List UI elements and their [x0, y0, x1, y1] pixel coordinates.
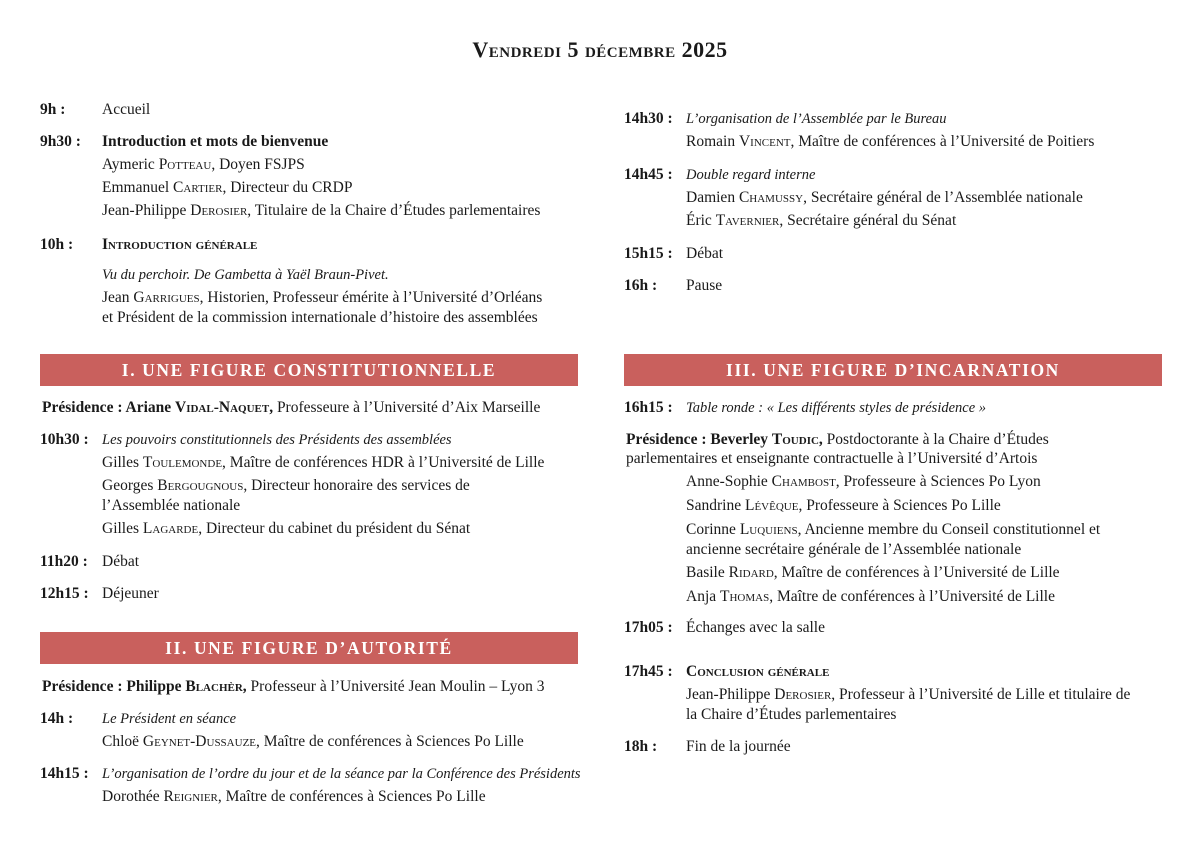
slot-time: 9h30 :: [40, 133, 81, 150]
speaker-line: ancienne secrétaire générale de l’Assemblée nationale: [686, 541, 1022, 558]
slot-14h15: [40, 764, 580, 807]
slot-time: 10h :: [40, 236, 74, 253]
speaker-line: Jean-Philippe Derosier, Professeur à l’Université de Lille et titulaire de: [686, 686, 1131, 703]
presidence-line: Présidence : Ariane Vidal-Naquet, Professeure à l’Université d’Aix Marseille: [42, 399, 541, 416]
speaker-line: Gilles Toulemonde, Maître de conférences HDR à l’Université de Lille: [102, 454, 545, 471]
slot-title: L’organisation de l’Assemblée par le Bureau: [686, 111, 947, 127]
slot-title: L’organisation de l’ordre du jour et de la séance par la Conférence des Présidents: [102, 766, 581, 782]
speaker-line: l’Assemblée nationale: [102, 497, 241, 514]
slot-time: 17h05 :: [624, 619, 673, 636]
slot-18h: [624, 737, 1164, 757]
slot-title: Double regard interne: [686, 167, 816, 183]
slot-12h15: [40, 584, 580, 604]
speaker-line: Corinne Luquiens, Ancienne membre du Conseil constitutionnel et: [686, 521, 1101, 538]
speaker-line: Gilles Lagarde, Directeur du cabinet du président du Sénat: [102, 520, 471, 537]
speaker-line: Sandrine Lévêque, Professeure à Sciences Po Lille: [686, 497, 1001, 514]
slot-title: Table ronde : « Les différents styles de présidence »: [686, 400, 987, 416]
slot-17h05: [624, 618, 1164, 638]
slot-16h15: [624, 398, 1164, 418]
slot-10h: [40, 235, 580, 328]
speaker-line: Éric Tavernier, Secrétaire général du Sénat: [686, 212, 957, 229]
slot-time: 11h20 :: [40, 553, 88, 570]
speaker-line: Emmanuel Cartier, Directeur du CRDP: [102, 179, 353, 196]
speaker-line: Damien Chamussy, Secrétaire général de l’Assemblée nationale: [686, 189, 1083, 206]
slot-9h: [40, 100, 580, 120]
speaker-role-continued: et Président de la commission internationale d’histoire des assemblées: [102, 309, 538, 326]
slot-15h15: [624, 244, 1164, 264]
slot-14h: [40, 709, 580, 752]
slot-text: Échanges avec la salle: [686, 619, 825, 636]
slot-time: 16h15 :: [624, 399, 673, 416]
slot-time: 9h :: [40, 101, 66, 118]
slot-title: Le Président en séance: [102, 711, 237, 727]
slot-time: 17h45 :: [624, 663, 673, 680]
speaker-line: Jean-Philippe Derosier, Titulaire de la Chaire d’Études parlementaires: [102, 202, 541, 219]
slot-time: 14h15 :: [40, 765, 89, 782]
page-title: Vendredi 5 décembre 2025: [472, 37, 728, 62]
slot-text: Fin de la journée: [686, 738, 791, 755]
slot-time: 14h45 :: [624, 166, 673, 183]
slot-title: Les pouvoirs constitutionnels des Présidents des assemblées: [102, 432, 452, 448]
speaker-line: Jean Garrigues, Historien, Professeur émérite à l’Université d’Orléans: [102, 289, 543, 306]
slot-14h30: [624, 109, 1164, 152]
slot-heading: Conclusion générale: [686, 663, 830, 680]
slot-text: Accueil: [102, 101, 151, 118]
speaker-line: Georges Bergougnous, Directeur honoraire des services de: [102, 477, 470, 494]
speaker-line: la Chaire d’Études parlementaires: [686, 706, 897, 723]
slot-subtitle: Vu du perchoir. De Gambetta à Yaël Braun-Pivet.: [102, 267, 389, 283]
speaker-line: Anja Thomas, Maître de conférences à l’Université de Lille: [686, 588, 1055, 605]
slot-text: Pause: [686, 277, 723, 294]
slot-time: 16h :: [624, 277, 658, 294]
slot-17h45: [624, 662, 1164, 725]
slot-9h30: [40, 132, 580, 221]
speaker-line: Anne-Sophie Chambost, Professeure à Sciences Po Lyon: [686, 473, 1041, 490]
slot-16h: [624, 276, 1164, 296]
presidence-line: Présidence : Beverley Toudic, Postdoctorante à la Chaire d’Études parlementaires et enseignante contractuelle à l’Université d’Artois: [626, 431, 1049, 467]
slot-time: 18h :: [624, 738, 658, 755]
slot-time: 10h30 :: [40, 431, 89, 448]
speaker-line: Dorothée Reignier, Maître de conférences à Sciences Po Lille: [102, 788, 486, 805]
slot-14h45: [624, 165, 1164, 231]
slot-time: 14h :: [40, 710, 74, 727]
slot-text: Débat: [686, 245, 724, 262]
speaker-line: Aymeric Potteau, Doyen FSJPS: [102, 156, 305, 173]
slot-time: 12h15 :: [40, 585, 89, 602]
section-banner-2: II. UNE FIGURE D’AUTORITÉ: [40, 632, 578, 664]
presidence-line: Présidence : Philippe Blachèr, Professeur à l’Université Jean Moulin – Lyon 3: [42, 678, 545, 695]
slot-heading: Introduction générale: [102, 236, 258, 253]
slot-time: 15h15 :: [624, 245, 673, 262]
section-banner-3: III. UNE FIGURE D’INCARNATION: [624, 354, 1162, 386]
speaker-line: Basile Ridard, Maître de conférences à l’Université de Lille: [686, 564, 1060, 581]
section-banner-1: I. UNE FIGURE CONSTITUTIONNELLE: [40, 354, 578, 386]
speaker-line: Romain Vincent, Maître de conférences à l’Université de Poitiers: [686, 133, 1095, 150]
round-table-speakers: [686, 472, 1164, 607]
slot-10h30: [40, 430, 580, 539]
slot-text: Déjeuner: [102, 585, 159, 602]
speaker-line: Chloë Geynet-Dussauze, Maître de conférences à Sciences Po Lille: [102, 733, 524, 750]
slot-text: Débat: [102, 553, 140, 570]
slot-time: 14h30 :: [624, 110, 673, 127]
slot-heading: Introduction et mots de bienvenue: [102, 133, 329, 150]
slot-11h20: [40, 552, 580, 572]
